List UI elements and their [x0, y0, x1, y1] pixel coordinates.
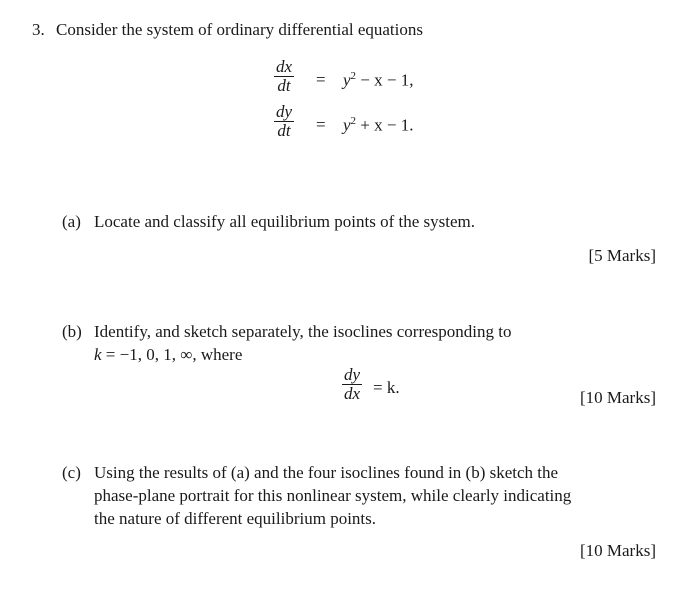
fraction-denominator: dx — [344, 383, 361, 403]
rhs-remainder: − x − 1, — [356, 70, 414, 90]
equation-dy-dt — [274, 103, 294, 140]
fraction-numerator: dy — [344, 365, 361, 384]
fraction-numerator: dy — [276, 102, 293, 121]
part-c-line2: phase-plane portrait for this nonlinear system, while clearly indicating — [94, 486, 572, 505]
fraction-numerator: dx — [276, 57, 293, 76]
fraction-denominator: dt — [274, 121, 294, 140]
equation-rhs-2 — [343, 115, 413, 136]
rhs-exponent: 2 — [350, 115, 357, 127]
part-b-marks: [10 Marks] — [579, 388, 656, 407]
rhs-variable: y — [343, 70, 351, 90]
part-a-text: Locate and classify all equilibrium points of the system. — [94, 212, 475, 231]
part-c-marks: [10 Marks] — [579, 541, 656, 560]
equation-rhs-1 — [343, 70, 413, 91]
part-c-label: (c) — [62, 463, 81, 482]
fraction-denominator: dt — [274, 76, 294, 95]
fraction-dy-dx — [342, 366, 362, 403]
equation-dy-dx — [342, 366, 362, 403]
part-a-marks: [5 Marks] — [588, 246, 656, 265]
rhs-exponent: 2 — [350, 70, 357, 82]
isocline-values: = −1, 0, 1, ∞, where — [101, 345, 243, 364]
rhs-variable: y — [343, 115, 351, 135]
equals-sign: = — [316, 70, 326, 89]
part-c-line1: Using the results of (a) and the four isoclines found in (b) sketch the — [94, 463, 559, 482]
part-b-line2 — [94, 345, 242, 365]
rhs-remainder: + x − 1. — [356, 115, 414, 135]
part-b-label: (b) — [62, 322, 82, 341]
part-c-line3: the nature of different equilibrium points. — [94, 509, 377, 528]
equation-dx-dt — [274, 58, 294, 95]
part-a-label: (a) — [62, 212, 81, 231]
part-b-line1: Identify, and sketch separately, the isoclines corresponding to — [94, 322, 512, 341]
equation-dy-dx-rhs: = k. — [373, 378, 400, 397]
question-intro: Consider the system of ordinary differential equations — [56, 20, 423, 39]
fraction-dy-dt — [274, 103, 294, 140]
fraction-dx-dt — [274, 58, 294, 95]
equals-sign: = — [316, 115, 326, 134]
variable-k: k — [94, 345, 102, 364]
question-number: 3. — [32, 20, 45, 39]
